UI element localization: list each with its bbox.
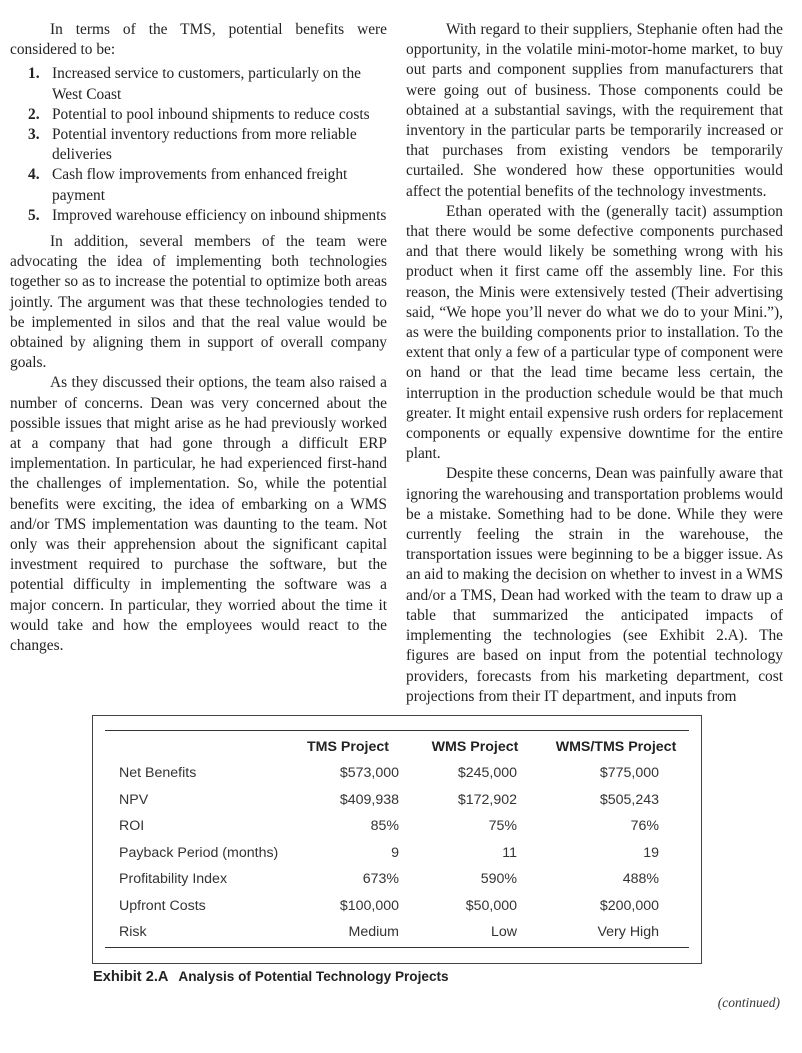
paragraph-addition: In addition, several members of the team were advocating the idea of implementing both technologies together so as to increase the potential to optimize both areas jointly. The argument was that these technologies tended to be implemented in silos and that the real value would be obtained by aligning them in support of overall company goals.	[10, 233, 387, 372]
left-column	[10, 20, 387, 656]
cell-wms-tms: 76%	[630, 818, 659, 835]
exhibit-table-frame	[92, 715, 702, 964]
exhibit-caption	[93, 969, 449, 985]
cell-wms-tms: $775,000	[599, 765, 659, 782]
cell-wms-tms: Very High	[597, 924, 659, 941]
paragraph-suppliers: With regard to their suppliers, Stephanie often had the opportunity, in the volatile mini-motor-home market, to buy out parts and component supplies from manufacturers that were going out of business. Those components could be obtained at a substantial savings, with the requirement that inventory in the particular parts be temporarily increased or that purchases from existing vendors be temporarily curtailed. She wondered how these opportunities would affect the potential benefits of the technology investments.	[406, 21, 783, 200]
list-text: Cash flow improvements from enhanced freight payment	[52, 166, 348, 204]
cell-wms: 11	[502, 844, 517, 861]
cell-wms: $50,000	[465, 897, 517, 914]
table-row	[105, 866, 689, 893]
cell-tms: 673%	[362, 871, 399, 888]
table-row	[105, 919, 689, 946]
right-column	[406, 20, 783, 707]
exhibit-table	[105, 734, 689, 946]
list-number: 2.	[28, 105, 40, 123]
continued-note: (continued)	[717, 995, 780, 1010]
list-item	[10, 165, 387, 205]
cell-tms: $409,938	[339, 791, 399, 808]
table-row	[105, 893, 689, 920]
cell-tms: $100,000	[339, 897, 399, 914]
header-wms: WMS Project	[431, 739, 519, 755]
list-number: 5.	[28, 206, 40, 224]
cell-wms: $245,000	[457, 765, 517, 782]
cell-wms: 590%	[480, 871, 517, 888]
row-label: NPV	[119, 791, 149, 808]
table-row	[105, 787, 689, 814]
list-text: Increased service to customers, particularly on the West Coast	[52, 65, 361, 103]
paragraph-despite: Despite these concerns, Dean was painfully aware that ignoring the warehousing and transportation problems would be a mistake. Something had to be done. While they were currently feeling the strain in the warehouse, the transportation issues were beginning to be a bigger issue. As an aid to making the decision on whether to invest in a WMS and/or a TMS, Dean had worked with the team to draw up a table that summarized the anticipated impacts of implementing the technologies (see Exhibit 2.A). The figures are based on input from the potential technology providers, forecasts from his marketing department, cost projections from their IT department, and inputs from	[406, 465, 783, 705]
cell-wms: Low	[490, 924, 517, 941]
list-text: Potential to pool inbound shipments to reduce costs	[52, 105, 370, 123]
table-header-row	[105, 734, 689, 760]
cell-wms: $172,902	[457, 791, 517, 808]
cell-wms-tms: $200,000	[599, 897, 659, 914]
cell-wms-tms: 19	[643, 844, 659, 861]
table-row	[105, 813, 689, 840]
row-label: ROI	[119, 818, 145, 835]
cell-wms-tms: $505,243	[599, 791, 659, 808]
table-row	[105, 840, 689, 867]
cell-tms: 85%	[370, 818, 399, 835]
benefits-list	[10, 64, 387, 226]
exhibit-label: Exhibit 2.A	[93, 969, 169, 985]
list-text: Improved warehouse efficiency on inbound shipments	[52, 206, 387, 224]
list-item	[10, 125, 387, 165]
list-number: 4.	[28, 166, 40, 184]
table-row	[105, 760, 689, 787]
list-text: Potential inventory reductions from more reliable deliveries	[52, 126, 357, 164]
cell-wms: 75%	[488, 818, 517, 835]
table-bottom-rule	[105, 947, 689, 948]
list-item	[10, 206, 387, 226]
cell-tms: Medium	[348, 924, 399, 941]
list-number: 3.	[28, 126, 40, 144]
row-label: Net Benefits	[119, 765, 197, 782]
row-label: Risk	[119, 924, 147, 941]
paragraph-ethan: Ethan operated with the (generally tacit) assumption that there would be some defective components purchased and that there would likely be something wrong with his product when it first came off the assembly line. For this reason, the Minis were extensively tested (Their advertising said, “We hope you’ll never do what we do to your Mini.”), as were the building components prior to installation. To the extent that only a few of a particular type of component were on hand or that the lead time became less certain, the interruption in the production schedule would be that much greater. It might entail expensive rush orders for replacement components or equally expensive downtime for the entire plant.	[406, 202, 783, 463]
list-item	[10, 105, 387, 125]
cell-wms-tms: 488%	[622, 871, 659, 888]
header-wms-tms: WMS/TMS Project	[555, 739, 677, 755]
list-number: 1.	[28, 65, 40, 83]
cell-tms: $573,000	[339, 765, 399, 782]
paragraph-concerns: As they discussed their options, the team also raised a number of concerns. Dean was very concerned about the possible issues that might arise as he had previously worked at a company that had gone through a difficult ERP implementation. In particular, he had experienced first-hand the challenges of implementation. So, while the potential benefits were exciting, the idea of embarking on a WMS and/or TMS implementation was daunting to the team. Not only was their apprehension about the significant capital investment required to purchase the software, but the potential difficulty in implementing the software was a major concern. In particular, they worried about the time it would take and how the employees would react to the changes.	[10, 374, 387, 655]
exhibit-title: Analysis of Potential Technology Projects	[178, 969, 449, 984]
header-tms: TMS Project	[307, 739, 389, 755]
list-item	[10, 64, 387, 104]
cell-tms: 9	[391, 844, 399, 861]
row-label: Upfront Costs	[119, 897, 206, 914]
row-label: Profitability Index	[119, 871, 228, 888]
benefits-intro: In terms of the TMS, potential benefits were considered to be:	[10, 21, 387, 59]
row-label: Payback Period (months)	[119, 844, 279, 861]
header-blank	[105, 734, 289, 760]
table-top-rule	[105, 730, 689, 731]
